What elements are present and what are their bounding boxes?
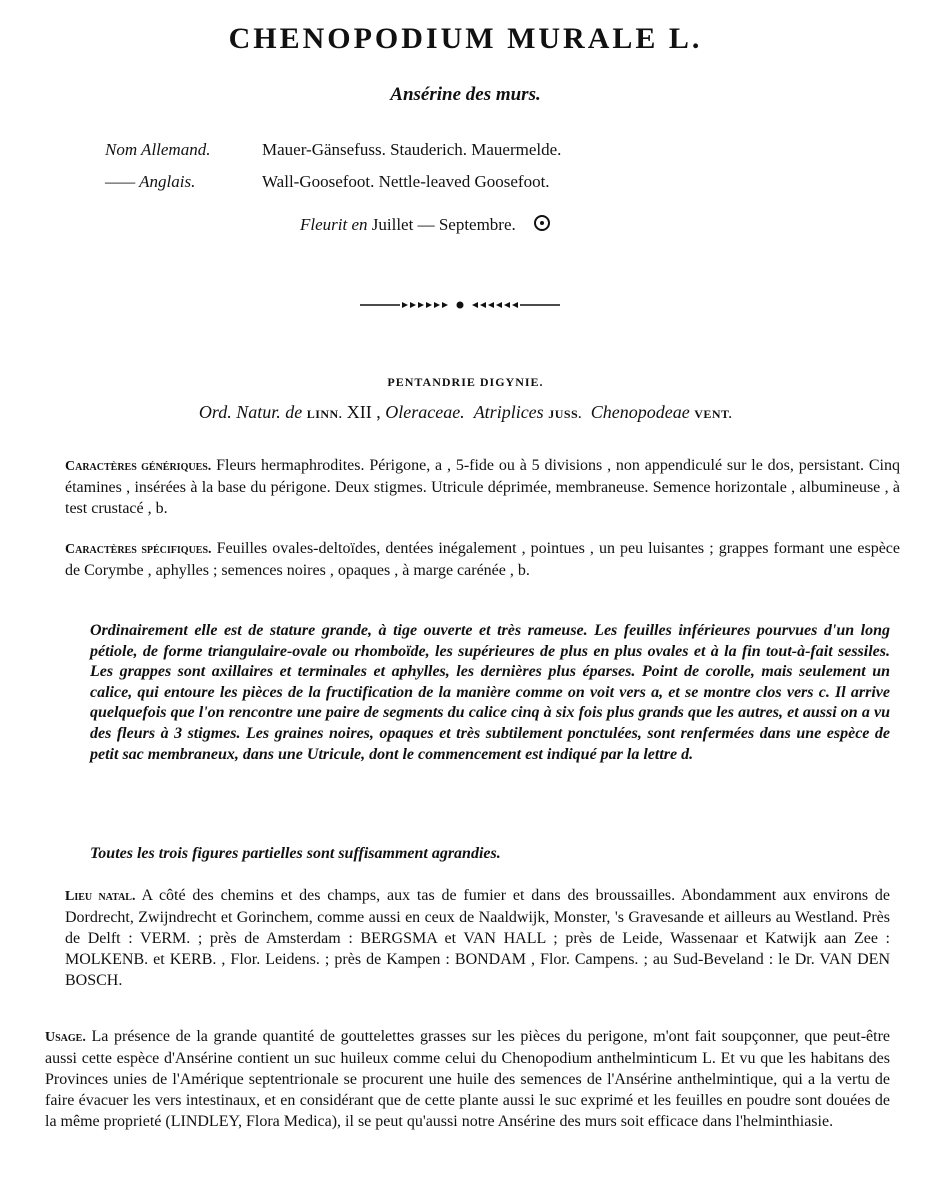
usage-paragraph (45, 1026, 890, 1132)
linn-author: LINN. (306, 407, 343, 421)
german-name-values: Mauer-Gänsefuss. Stauderich. Mauermelde. (262, 140, 562, 159)
vent-author: VENT. (694, 407, 733, 421)
habitat-text: A côté des chemins et des champs, aux tas de fumier et dans des broussailles. Abondamment aux environs de Dordrecht, Zwijndrecht et Gorinchem, comme aussi en ceux de Naaldwijk, Monster, 's Gravesande et ailleurs au Westland. Près de Delft : VERM. ; près de Amsterdam : BERGSMA et VAN HALL ; près de Leide, Wassenaar et Katwijk aan Zee : MOLKENB. et KERB. , Flor. Leidens. ; près de Kampen : BONDAM , Flor. Campens. ; au Sud-Beveland : le Dr. VAN DEN BOSCH. (65, 887, 890, 989)
specific-heading: Caractères spécifiques. (65, 542, 212, 557)
generic-heading: Caractères génériques. (65, 459, 212, 474)
natural-order-line (0, 402, 931, 423)
linnaean-class: PENTANDRIE DIGYNIE. (387, 375, 544, 389)
flowering-line (300, 215, 550, 235)
generic-text: Fleurs hermaphrodites. Périgone, a , 5-fide ou à 5 divisions , non appendiculé sur le dos, persistant. Cinq étamines , insérées à la base du périgone. Deux stigmes. Utricule déprimée, membraneuse. Semence horizontale , albumineuse , à test crustacé , b. (65, 457, 901, 517)
observation-paragraph: Ordinairement elle est de stature grande, à tige ouverte et très rameuse. Les feuilles inférieures pourvues d'un long pétiole, de forme triangulaire-ovale ou rhomboïde, les supérieures de plus en plus ovales et à la fin tout-à-fait sessiles. Les grappes sont axillaires et terminales et aphylles, les dernières plus éparses. Point de corolle, mais seulement un calice, qui entoure les pièces de la fructification de la manière comme on voit vers a, et se montre clos vers c. Il arrive quelquefois que l'on rencontre une paire de segments du calice cinq à six fois plus grands que les autres, et aussi on a vu des fleurs à 3 stigmes. Les graines noires, opaques et très subtilement ponctulées, sont renfermées dans une espèce de petit sac membraneux, dans une Utricule, dont le commencement est indiqué par la lettre d. (90, 622, 890, 763)
annual-sun-icon (534, 215, 550, 231)
flowering-label: Fleurit en (300, 215, 368, 234)
ord-prefix: Ord. Natur. de (198, 402, 303, 422)
figures-note: Toutes les trois figures partielles sont suffisamment agrandies. (90, 845, 501, 862)
specific-text: Feuilles ovales-deltoïdes, dentées inégalement , pointues , un peu luisantes ; grappes formant une espèce de Corymbe , aphylles ; semences noires , opaques , à marge carénée , b. (65, 540, 900, 579)
flowering-period: Juillet — Septembre. (371, 215, 516, 234)
german-name-label: Nom Allemand. (105, 140, 211, 159)
ornament-divider-icon (360, 300, 560, 310)
habitat-heading: Lieu natal. (65, 889, 136, 904)
generic-characters (65, 455, 900, 519)
chenopodeae: Chenopodeae (590, 402, 690, 422)
page-title: CHENOPODIUM MURALE L. (228, 22, 703, 55)
english-name-values: Wall-Goosefoot. Nettle-leaved Goosefoot. (262, 172, 550, 191)
german-name-row (0, 140, 931, 162)
english-name-row (0, 172, 931, 194)
juss-author: JUSS. (548, 407, 582, 421)
oleraceae: Oleraceae. (385, 402, 465, 422)
habitat-paragraph (65, 885, 890, 991)
linn-number: XII , (346, 402, 381, 422)
atriplices: Atriplices (473, 402, 544, 422)
common-name: Ansérine des murs. (390, 84, 541, 105)
usage-text: La présence de la grande quantité de gouttelettes grasses sur les pièces du perigone, m'ont fait soupçonner, que peut-être aussi cette espèce d'Ansérine contient un suc huileux comme celui du Chenopodium anthelminticum L. Et vu que les habitans des Provinces unies de l'Amérique septentrionale se procurent une huile des semences de l'Ansérine anthelmintique, qui a la vertu de faire évacuer les vers intestinaux, et en considérant que de cette plante aussi le suc exprimé et les feuilles en poudre sont douées de la même proprieté (LINDLEY, Flora Medica), il se peut qu'aussi notre Ansérine des murs soit efficace dans l'helminthiasie. (45, 1028, 890, 1130)
usage-heading: Usage. (45, 1030, 86, 1045)
specific-characters (65, 538, 900, 581)
english-name-label: —— Anglais. (105, 172, 196, 191)
